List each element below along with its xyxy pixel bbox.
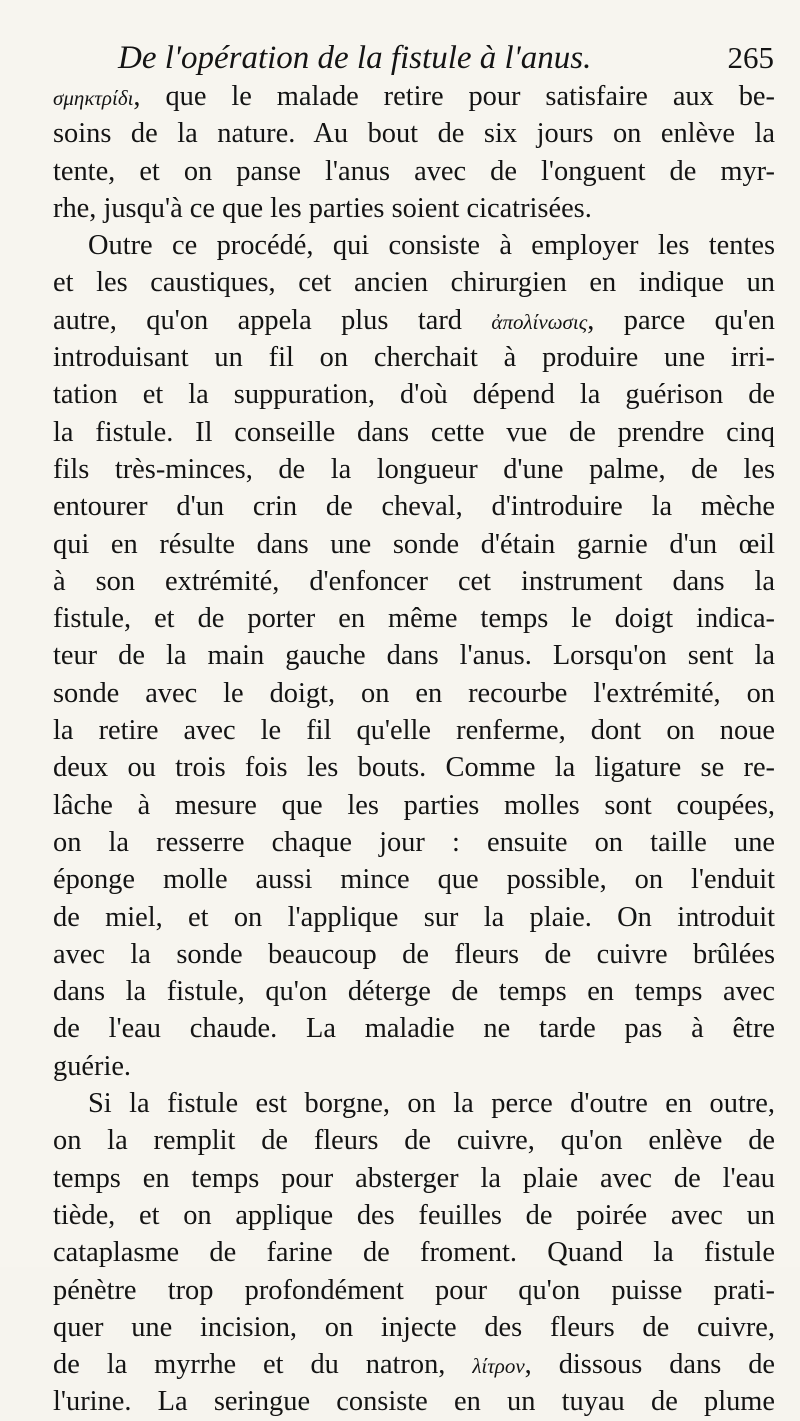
- page-header: [118, 38, 774, 78]
- text-line: [53, 899, 775, 936]
- text-line: [53, 488, 775, 525]
- text-segment: tente, et on panse l'anus avec de l'onguent de myr-: [53, 155, 775, 187]
- text-segment: l'urine. La seringue consiste en un tuyau de plume: [53, 1386, 775, 1418]
- text-segment: sonde avec le doigt, on en recourbe l'extrémité, on: [53, 677, 775, 709]
- greek-term: λίτρον: [472, 1354, 525, 1379]
- text-line: [53, 1383, 775, 1420]
- text-line: [53, 936, 775, 973]
- greek-term: ἀπολίνωσις: [491, 309, 588, 334]
- text-line: [53, 78, 775, 115]
- text-segment: on la remplit de fleurs de cuivre, qu'on enlève de: [53, 1125, 775, 1157]
- text-segment: la fistule. Il conseille dans cette vue de prendre cinq: [53, 416, 775, 448]
- text-line: [53, 376, 775, 413]
- text-segment: , que le malade retire pour satisfaire aux be-: [133, 81, 775, 112]
- text-line: [53, 264, 775, 301]
- text-line: [53, 1048, 775, 1085]
- text-segment: on la resserre chaque jour : ensuite on taille une: [53, 826, 775, 858]
- text-line: [53, 637, 775, 674]
- text-line: [53, 1085, 775, 1122]
- text-line: [53, 787, 775, 824]
- text-segment: Si la fistule est borgne, on la perce d'outre en outre,: [88, 1088, 775, 1120]
- text-line: [53, 1346, 775, 1383]
- text-line: [53, 1309, 775, 1346]
- text-segment: quer une incision, on injecte des fleurs de cuivre,: [53, 1311, 775, 1343]
- running-title: De l'opération de la fistule à l'anus.: [118, 40, 592, 76]
- text-segment: entourer d'un crin de cheval, d'introduire la mèche: [53, 491, 775, 523]
- text-segment: guérie.: [53, 1050, 132, 1082]
- text-line: [53, 153, 775, 190]
- text-segment: lâche à mesure que les parties molles sont coupées,: [53, 789, 775, 821]
- text-line: [53, 600, 775, 637]
- text-segment: teur de la main gauche dans l'anus. Lorsqu'on sent la: [53, 640, 775, 672]
- text-segment: dans la fistule, qu'on déterge de temps en temps avec: [53, 976, 775, 1008]
- text-segment: , dissous dans de: [524, 1349, 775, 1381]
- text-line: [53, 115, 775, 152]
- text-segment: Outre ce procédé, qui consiste à employer les tentes: [88, 230, 775, 262]
- text-line: [53, 190, 775, 227]
- text-line: [53, 675, 775, 712]
- text-line: [53, 861, 775, 898]
- text-segment: fistule, et de porter en même temps le doigt indica-: [53, 603, 775, 635]
- text-line: [53, 451, 775, 488]
- text-segment: de miel, et on l'applique sur la plaie. On introduit: [53, 901, 775, 933]
- body-text: [53, 78, 775, 1421]
- page-number: 265: [727, 40, 774, 75]
- text-segment: éponge molle aussi mince que possible, on l'enduit: [53, 864, 775, 896]
- text-segment: avec la sonde beaucoup de fleurs de cuivre brûlées: [53, 938, 775, 970]
- text-line: [53, 1122, 775, 1159]
- text-line: [53, 526, 775, 563]
- text-segment: de la myrrhe et du natron,: [53, 1349, 473, 1381]
- text-segment: à son extrémité, d'enfoncer cet instrument dans la: [53, 565, 775, 597]
- text-segment: rhe, jusqu'à ce que les parties soient cicatrisées.: [53, 192, 592, 224]
- text-line: [53, 1010, 775, 1047]
- text-line: [53, 227, 775, 264]
- text-line: [53, 1197, 775, 1234]
- text-segment: soins de la nature. Au bout de six jours on enlève la: [53, 118, 775, 150]
- text-segment: , parce qu'en: [587, 304, 775, 336]
- text-segment: et les caustiques, cet ancien chirurgien en indique un: [53, 267, 775, 299]
- text-segment: de l'eau chaude. La maladie ne tarde pas à être: [53, 1013, 775, 1045]
- text-line: [53, 302, 775, 339]
- text-line: [53, 1234, 775, 1271]
- text-segment: qui en résulte dans une sonde d'étain garnie d'un œil: [53, 528, 775, 560]
- text-segment: cataplasme de farine de froment. Quand la fistule: [53, 1237, 775, 1269]
- text-line: [53, 712, 775, 749]
- greek-term: σμηκτρίδι: [53, 86, 134, 110]
- text-line: [53, 563, 775, 600]
- text-segment: tation et la suppuration, d'où dépend la guérison de: [53, 379, 775, 411]
- text-line: [53, 339, 775, 376]
- text-segment: deux ou trois fois les bouts. Comme la ligature se re-: [53, 752, 775, 784]
- text-segment: introduisant un fil on cherchait à produire une irri-: [53, 342, 775, 374]
- text-line: [53, 414, 775, 451]
- text-segment: pénètre trop profondément pour qu'on puisse prati-: [53, 1274, 775, 1306]
- text-line: [53, 973, 775, 1010]
- text-segment: autre, qu'on appela plus tard: [53, 304, 492, 336]
- text-segment: la retire avec le fil qu'elle renferme, dont on noue: [53, 715, 775, 747]
- text-segment: fils très-minces, de la longueur d'une palme, de les: [53, 453, 775, 485]
- text-segment: tiède, et on applique des feuilles de poirée avec un: [53, 1199, 775, 1231]
- text-line: [53, 1272, 775, 1309]
- text-line: [53, 749, 775, 786]
- text-line: [53, 1160, 775, 1197]
- text-line: [53, 824, 775, 861]
- text-segment: temps en temps pour absterger la plaie avec de l'eau: [53, 1162, 775, 1194]
